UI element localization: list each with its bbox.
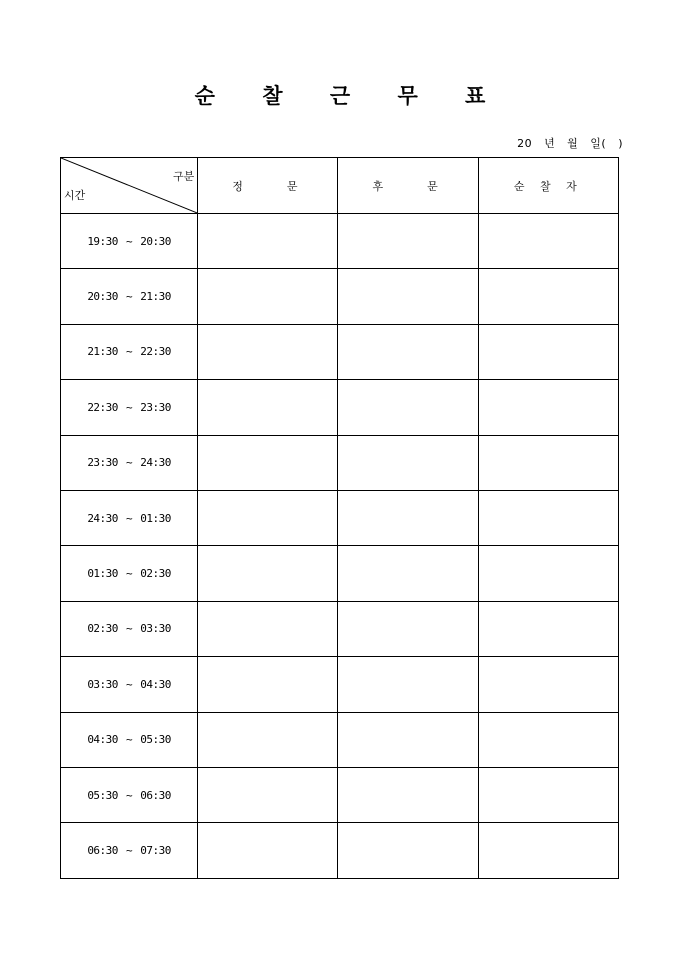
- header-patroller: 순 찰 자: [478, 158, 618, 214]
- time-slot-cell: 06:30 ~ 07:30: [61, 823, 198, 878]
- corner-category-label: 구분: [172, 170, 195, 183]
- rear-gate-cell[interactable]: [338, 490, 478, 545]
- rear-gate-cell[interactable]: [338, 324, 478, 379]
- patroller-cell[interactable]: [478, 380, 618, 435]
- patroller-cell[interactable]: [478, 214, 618, 269]
- rear-gate-cell[interactable]: [338, 269, 478, 324]
- main-gate-cell[interactable]: [198, 823, 338, 878]
- table-row: [61, 657, 619, 712]
- rear-gate-cell[interactable]: [338, 767, 478, 822]
- table-row: [61, 490, 619, 545]
- main-gate-cell[interactable]: [198, 435, 338, 490]
- header-rear-gate: 후 문: [338, 158, 478, 214]
- patroller-cell[interactable]: [478, 490, 618, 545]
- patroller-cell[interactable]: [478, 435, 618, 490]
- time-slot-cell: 04:30 ~ 05:30: [61, 712, 198, 767]
- table-row: [61, 435, 619, 490]
- main-gate-cell[interactable]: [198, 767, 338, 822]
- main-gate-cell[interactable]: [198, 324, 338, 379]
- patrol-schedule-table: [60, 157, 619, 879]
- corner-time-label: 시간: [64, 189, 86, 202]
- table-row: [61, 546, 619, 601]
- time-slot-cell: 01:30 ~ 02:30: [61, 546, 198, 601]
- page-title: 순 찰 근 무 표: [194, 83, 506, 108]
- table-row: [61, 767, 619, 822]
- table-row: [61, 601, 619, 656]
- time-slot-cell: 19:30 ~ 20:30: [61, 214, 198, 269]
- patroller-cell[interactable]: [478, 823, 618, 878]
- rear-gate-cell[interactable]: [338, 657, 478, 712]
- main-gate-cell[interactable]: [198, 380, 338, 435]
- patroller-cell[interactable]: [478, 601, 618, 656]
- main-gate-cell[interactable]: [198, 657, 338, 712]
- patroller-cell[interactable]: [478, 269, 618, 324]
- patroller-cell[interactable]: [478, 712, 618, 767]
- patroller-cell[interactable]: [478, 657, 618, 712]
- time-slot-cell: 02:30 ~ 03:30: [61, 601, 198, 656]
- header-row: [61, 158, 619, 214]
- table-row: [61, 823, 619, 878]
- table-row: [61, 324, 619, 379]
- main-gate-cell[interactable]: [198, 601, 338, 656]
- table-row: [61, 380, 619, 435]
- table-row: [61, 712, 619, 767]
- time-slot-cell: 23:30 ~ 24:30: [61, 435, 198, 490]
- patroller-cell[interactable]: [478, 767, 618, 822]
- time-slot-cell: 05:30 ~ 06:30: [61, 767, 198, 822]
- patroller-cell[interactable]: [478, 324, 618, 379]
- header-main-gate: 정 문: [198, 158, 338, 214]
- diagonal-divider: [61, 158, 197, 213]
- rear-gate-cell[interactable]: [338, 823, 478, 878]
- time-slot-cell: 20:30 ~ 21:30: [61, 269, 198, 324]
- main-gate-cell[interactable]: [198, 712, 338, 767]
- time-slot-cell: 03:30 ~ 04:30: [61, 657, 198, 712]
- table-row: [61, 269, 619, 324]
- corner-header-cell: [61, 158, 198, 214]
- main-gate-cell[interactable]: [198, 490, 338, 545]
- time-slot-cell: 22:30 ~ 23:30: [61, 380, 198, 435]
- rear-gate-cell[interactable]: [338, 601, 478, 656]
- rear-gate-cell[interactable]: [338, 546, 478, 601]
- rear-gate-cell[interactable]: [338, 214, 478, 269]
- time-slot-cell: 21:30 ~ 22:30: [61, 324, 198, 379]
- time-slot-cell: 24:30 ~ 01:30: [61, 490, 198, 545]
- rear-gate-cell[interactable]: [338, 380, 478, 435]
- rear-gate-cell[interactable]: [338, 712, 478, 767]
- main-gate-cell[interactable]: [198, 546, 338, 601]
- patroller-cell[interactable]: [478, 546, 618, 601]
- table-row: [61, 214, 619, 269]
- main-gate-cell[interactable]: [198, 214, 338, 269]
- date-line: 20 년 월 일( ): [517, 137, 623, 150]
- rear-gate-cell[interactable]: [338, 435, 478, 490]
- main-gate-cell[interactable]: [198, 269, 338, 324]
